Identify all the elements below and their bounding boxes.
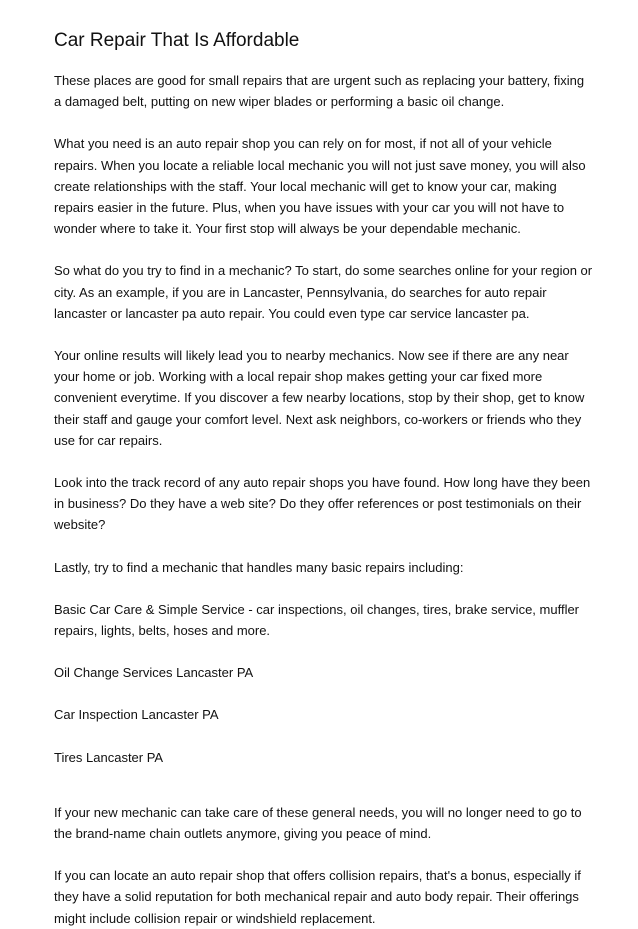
paragraph-1: These places are good for small repairs that are urgent such as replacing your battery, fixing a damaged belt, putting on new wiper blades or performing a basic oil change. [54, 73, 585, 110]
paragraph-11: If your new mechanic can take care of these general needs, you will no longer need to go to the brand-name chain outlets anymore, giving you peace of mind. [54, 804, 582, 842]
paragraph-8: Oil Change Services Lancaster PA [54, 665, 254, 681]
paragraph-4: Your online results will likely lead you to nearby mechanics. Now see if there are any near your home or job. Working with a local repair shop makes getting your car fixed more convenient everytime. If you discover a few nearby locations, stop by their shop, get to know their staff and gauge your comfort level. Next ask neighbors, co-workers or friends who they use for car repairs. [54, 348, 585, 448]
paragraph-6: Lastly, try to find a mechanic that handles many basic repairs including: [54, 559, 464, 575]
document-page [54, 28, 594, 929]
paragraph-10: Tires Lancaster PA [54, 749, 164, 765]
document-title: Car Repair That Is Affordable [54, 30, 300, 51]
paragraph-2: What you need is an auto repair shop you can rely on for most, if not all of your vehicle repairs. When you locate a reliable local mechanic you will not just save money, you will also create relationships with the staff. Your local mechanic will get to know your car, making repairs easier in the future. Plus, when you have issues with your car you will not have to wonder where to take it. Your first stop will always be your dependable mechanic. [54, 136, 586, 237]
paragraph-12: If you can locate an auto repair shop that offers collision repairs, that's a bonus, especially if they have a solid reputation for both mechanical repair and auto body repair. Their offerings might include collision repair or windshield replacement. [54, 868, 581, 926]
paragraph-5: Look into the track record of any auto repair shops you have found. How long have they been in business? Do they have a web site? Do they offer references or post testimonials on their website? [54, 475, 591, 533]
paragraph-9: Car Inspection Lancaster PA [54, 707, 219, 723]
paragraph-7: Basic Car Care & Simple Service - car inspections, oil changes, tires, brake service, muffler repairs, lights, belts, hoses and more. [54, 601, 580, 639]
paragraph-3: So what do you try to find in a mechanic? To start, do some searches online for your region or city. As an example, if you are in Lancaster, Pennsylvania, do searches for auto repair lancaster or lancaster pa auto repair. You could even type car service lancaster pa. [54, 263, 593, 321]
